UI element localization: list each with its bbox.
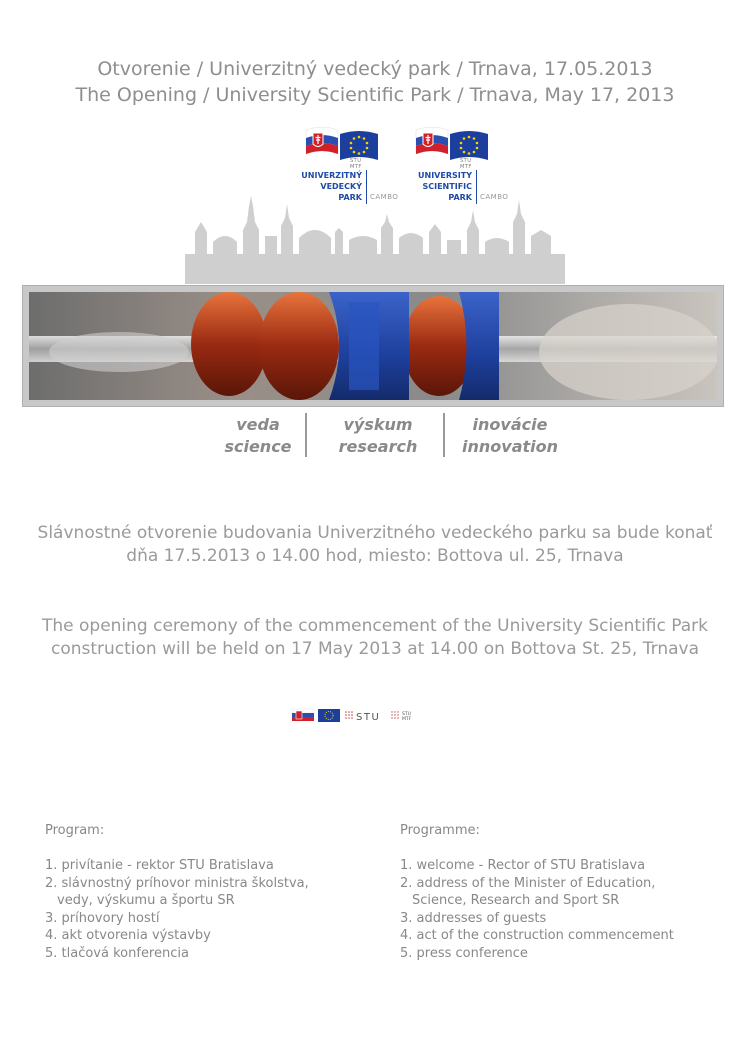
list-item: 5. press conference	[400, 945, 528, 961]
list-item: 3. addresses of guests	[400, 910, 547, 926]
program-sk-list	[45, 857, 309, 962]
mtf-small-text: MTF	[402, 717, 412, 722]
stu-mtf-dots-icon	[391, 711, 398, 718]
list-item: Science, Research and Sport SR	[412, 893, 620, 908]
program-en-list	[400, 857, 674, 962]
list-item: 4. akt otvorenia výstavby	[45, 928, 211, 943]
stu-dots-icon	[345, 711, 353, 719]
park-name-sk: UNIVERZITNÝ VEDECKÝ PARK	[301, 171, 362, 202]
hero-photo-frame	[22, 285, 724, 407]
list-item: 4. act of the construction commencement	[400, 928, 674, 943]
announcement-en: The opening ceremony of the commencement of the University Scientific Park construction will be held on 17 May 2013 at 14.00 on Bottova St. 25, Trnava	[41, 616, 708, 659]
motto-research: výskum research	[338, 415, 418, 456]
announcement-sk: Slávnostné otvorenie budovania Univerzitného vedeckého parku sa bude konať dňa 17.5.2013 o 14.00 hod, miesto: Bottova ul. 25, Trnava	[37, 523, 713, 566]
cambo-label: CAMBO	[370, 193, 399, 201]
list-item: 5. tlačová konferencia	[45, 945, 189, 961]
eu-flag-icon	[318, 709, 340, 722]
slovak-flag-icon	[304, 124, 340, 158]
stu-mtf-mark: STU MTF	[460, 158, 472, 170]
particle-magnet-photo	[29, 292, 717, 400]
list-item: 3. príhovory hostí	[45, 910, 160, 926]
stu-logo-text: STU	[356, 712, 381, 723]
list-item: 1. privítanie - rektor STU Bratislava	[45, 858, 274, 873]
motto-innovation: inovácie innovation	[462, 415, 558, 456]
list-item: 1. welcome - Rector of STU Bratislava	[400, 858, 646, 873]
program-sk-title: Program:	[45, 823, 105, 838]
slovak-flag-icon	[414, 124, 450, 158]
list-item: 2. address of the Minister of Education,	[400, 875, 656, 891]
motto-divider	[443, 413, 445, 457]
program-en-title: Programme:	[400, 823, 480, 838]
cambo-label: CAMBO	[480, 193, 509, 201]
stu-mtf-mark: STU MTF	[350, 158, 362, 170]
list-item: vedy, výskumu a športu SR	[57, 893, 235, 908]
stu-small-text: STU	[402, 712, 411, 717]
slovak-flag-icon	[292, 709, 314, 721]
motto-science: veda science	[224, 415, 292, 456]
partner-logos-strip	[292, 706, 432, 724]
motto-divider	[305, 413, 307, 457]
trnava-skyline-illustration	[185, 192, 565, 284]
header-title-en: The Opening / University Scientific Park / Trnava, May 17, 2013	[75, 84, 675, 106]
park-name-en: UNIVERSITY SCIENTIFIC PARK	[418, 171, 472, 202]
list-item: 2. slávnostný príhovor ministra školstva,	[45, 875, 309, 891]
header-title-sk: Otvorenie / Univerzitný vedecký park / Trnava, 17.05.2013	[97, 58, 653, 80]
